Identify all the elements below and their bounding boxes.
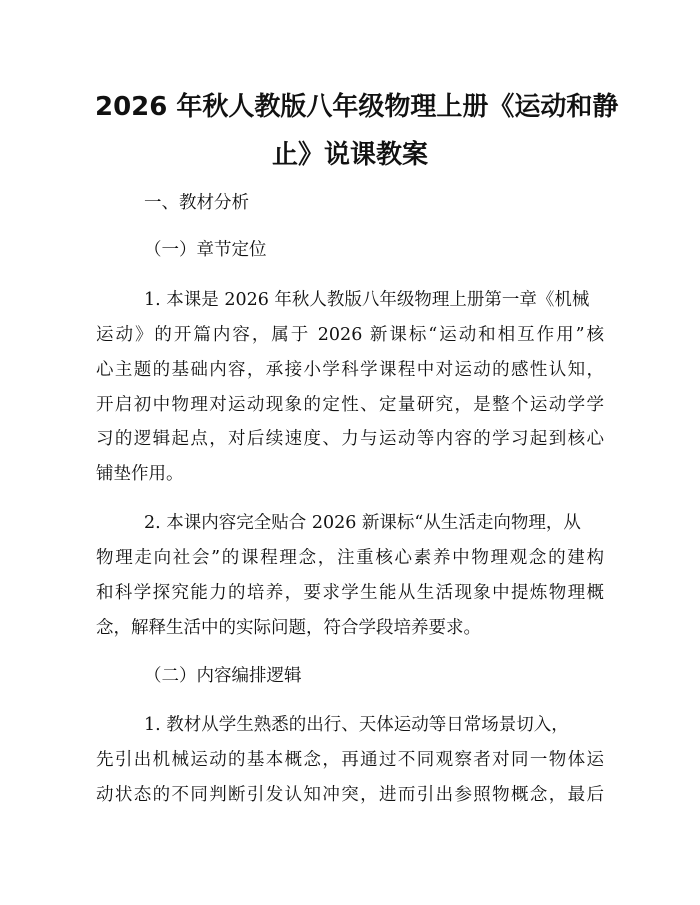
paragraph-line: 动状态的不同判断引发认知冲突，进而引出参照物概念，最后 (96, 785, 604, 805)
section-heading: 一、教材分析 (144, 193, 249, 213)
paragraph-line: 和科学探究能力的培养，要求学生能从生活现象中提炼物理概 (96, 583, 604, 603)
subsection-heading: （二）内容编排逻辑 (144, 666, 302, 686)
paragraph-line: 运动》的开篇内容，属于 2026 新课标“运动和相互作用”核 (96, 325, 604, 345)
paragraph-line: 2. 本课内容完全贴合 2026 新课标“从生活走向物理，从 (144, 513, 581, 533)
paragraph-line: 习的逻辑起点，对后续速度、力与运动等内容的学习起到核心 (96, 429, 604, 449)
paragraph-line: 铺垫作用。 (96, 464, 184, 484)
paragraph-line: 1. 本课是 2026 年秋人教版八年级物理上册第一章《机械 (144, 290, 590, 310)
document-title-line-1: 2026 年秋人教版八年级物理上册《运动和静 (95, 92, 619, 122)
paragraph-line: 开启初中物理对运动现象的定性、定量研究，是整个运动学学 (96, 395, 604, 415)
subsection-heading: （一）章节定位 (144, 240, 267, 260)
paragraph-line: 心主题的基础内容，承接小学科学课程中对运动的感性认知， (96, 360, 604, 380)
paragraph-line: 1. 教材从学生熟悉的出行、天体运动等日常场景切入， (144, 715, 569, 735)
paragraph-line: 物理走向社会”的课程理念，注重核心素养中物理观念的建构 (96, 548, 604, 568)
paragraph-line: 先引出机械运动的基本概念，再通过不同观察者对同一物体运 (96, 750, 604, 770)
paragraph-line: 念，解释生活中的实际问题，符合学段培养要求。 (96, 618, 481, 638)
document-title-line-2: 止》说课教案 (271, 140, 428, 170)
